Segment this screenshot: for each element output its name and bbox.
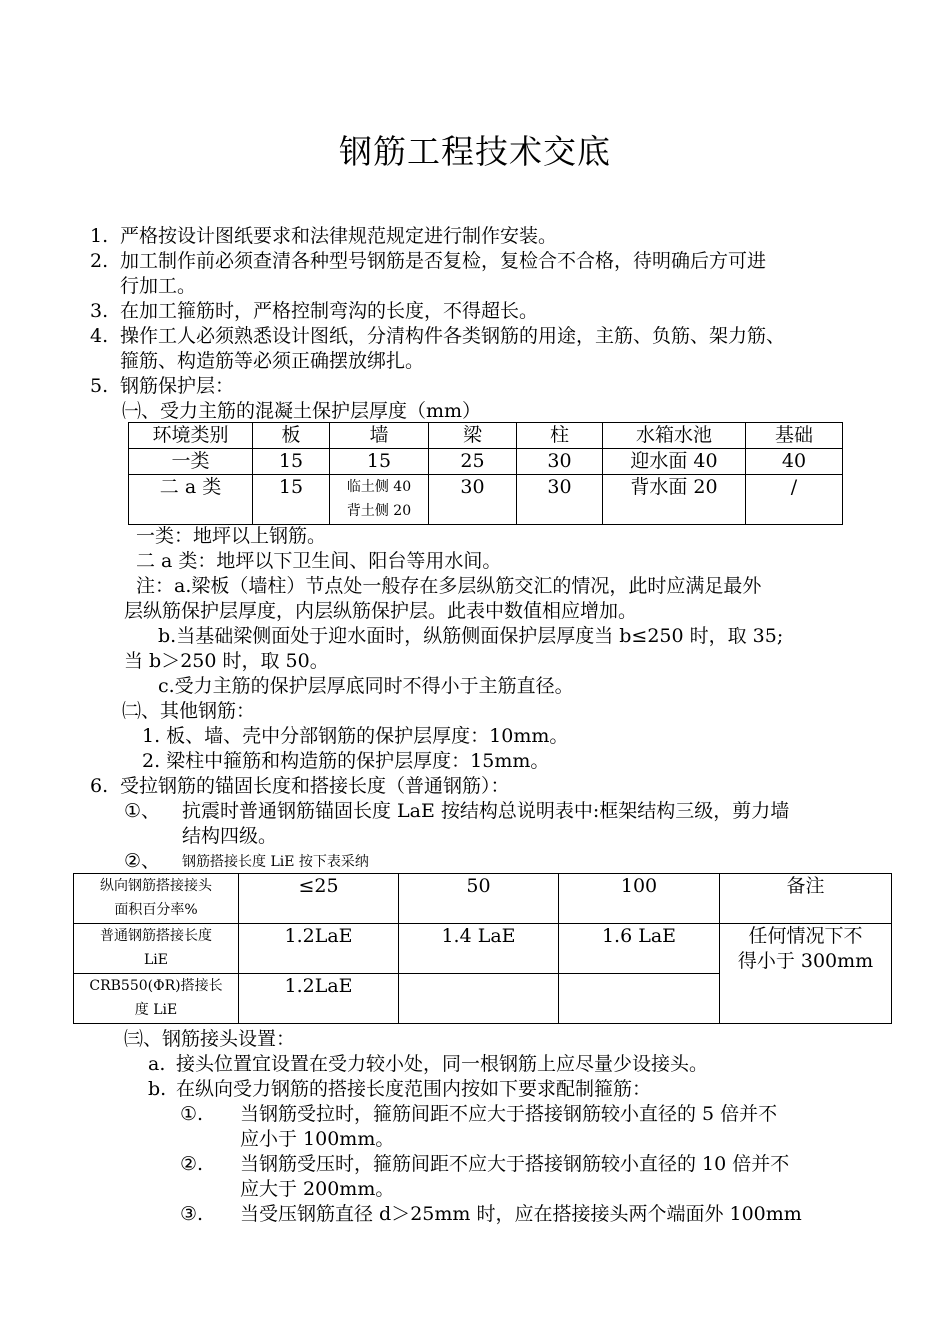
table-cell: 30 [429, 475, 517, 525]
sub-item-text: 钢筋搭接长度 LiE 按下表采纳 [182, 854, 369, 870]
table-header-cell: 基础 [746, 423, 843, 449]
cell-line: 临土侧 40 [346, 479, 412, 495]
sub-item-text: 在纵向受力钢筋的搭接长度范围内按如下要求配制箍筋： [176, 1078, 652, 1100]
table-header-cell: 墙 [330, 423, 429, 449]
table-cell [330, 475, 429, 525]
sub-item-mark: a. [148, 1053, 166, 1075]
item-text: 操作工人必须熟悉设计图纸，分清构件各类钢筋的用途，主筋、负筋、架力筋、 [120, 325, 786, 347]
cell-line: 得小于 300mm [737, 950, 874, 972]
table-header-row [129, 423, 843, 449]
table-header-cell: 备注 [720, 874, 892, 924]
item-text: 箍筋、构造筋等必须正确摆放绑扎。 [120, 350, 425, 372]
lap-length-table [73, 873, 892, 1024]
section-1-title: ㈠、受力主筋的混凝土保护层厚度（mm） [122, 400, 482, 422]
cell-line: LiE [144, 952, 168, 968]
item-text: 钢筋保护层： [120, 375, 235, 397]
table-cell [399, 974, 559, 1024]
table-header-cell: 板 [253, 423, 330, 449]
sub-item-mark: ①、 [124, 800, 161, 822]
sub-item-text: 当钢筋受拉时，箍筋间距不应大于搭接钢筋较小直径的 5 倍并不 [240, 1103, 778, 1125]
table-cell: / [746, 475, 843, 525]
remark-cell [720, 924, 892, 1024]
section-3-title: ㈢、钢筋接头设置： [124, 1028, 296, 1050]
cell-line: 度 LiE [134, 1002, 178, 1018]
table-cell: 1.4 LaE [399, 924, 559, 974]
table-cell: 背水面 20 [603, 475, 746, 525]
table-header-cell: 梁 [429, 423, 517, 449]
section-2-item: 2. 梁柱中箍筋和构造筋的保护层厚度：15mm。 [142, 750, 550, 772]
table-header-cell [74, 874, 239, 924]
table-header-cell: ≤25 [239, 874, 399, 924]
cell-line: 普通钢筋搭接长度 [100, 928, 212, 944]
note-line: c.受力主筋的保护层厚底同时不得小于主筋直径。 [158, 675, 574, 697]
sub-item-text: 当受压钢筋直径 d＞25mm 时，应在搭接接头两个端面外 100mm [240, 1203, 802, 1225]
note-line: 一类：地坪以上钢筋。 [136, 525, 327, 547]
table-cell [74, 974, 239, 1024]
note-line: 当 b＞250 时，取 50。 [124, 650, 329, 672]
table-header-cell: 水箱水池 [603, 423, 746, 449]
note-line: 层纵筋保护层厚度，内层纵筋保护层。此表中数值相应增加。 [124, 600, 638, 622]
note-line: 注：a.梁板（墙柱）节点处一般存在多层纵筋交汇的情况，此时应满足最外 [136, 575, 762, 597]
table-cell [559, 974, 720, 1024]
table-cell: 30 [517, 475, 603, 525]
table-row [129, 449, 843, 475]
table-cell: 迎水面 40 [603, 449, 746, 475]
cover-thickness-table [128, 422, 843, 525]
cell-line: 面积百分率% [114, 902, 198, 918]
section-2-title: ㈡、其他钢筋： [122, 700, 256, 722]
cell-line: 背土侧 20 [346, 503, 412, 519]
table-cell: 一类 [129, 449, 253, 475]
table-header-cell: 环境类别 [129, 423, 253, 449]
item-text: 严格按设计图纸要求和法律规范规定进行制作安装。 [120, 225, 558, 247]
table-cell: 30 [517, 449, 603, 475]
cell-line: 任何情况下不 [748, 925, 863, 947]
sub-item-mark: ③. [180, 1203, 204, 1225]
item-text: 在加工箍筋时，严格控制弯沟的长度，不得超长。 [120, 300, 539, 322]
sub-item-text: 应大于 200mm。 [240, 1178, 395, 1200]
table-header-row [74, 874, 892, 924]
table-cell: 1.6 LaE [559, 924, 720, 974]
cell-line: CRB550(ΦR)搭接长 [89, 978, 223, 994]
table-cell: 15 [253, 449, 330, 475]
table-row [129, 475, 843, 525]
page-title: 钢筋工程技术交底 [339, 132, 611, 171]
sub-item-text: 结构四级。 [182, 825, 278, 847]
item-number: 3. [90, 300, 109, 322]
item-text: 加工制作前必须查清各种型号钢筋是否复检，复检合不合格，待明确后方可进 [120, 250, 767, 272]
table-cell: 15 [253, 475, 330, 525]
item-text: 受拉钢筋的锚固长度和搭接长度（普通钢筋）： [120, 775, 510, 797]
item-number: 2. [90, 250, 109, 272]
table-header-cell: 柱 [517, 423, 603, 449]
item-number: 4. [90, 325, 109, 347]
note-line: 二 a 类：地坪以下卫生间、阳台等用水间。 [136, 550, 502, 572]
item-text: 行加工。 [120, 275, 197, 297]
sub-item-text: 应小于 100mm。 [240, 1128, 395, 1150]
sub-item-mark: ①. [180, 1103, 204, 1125]
cell-line: 纵向钢筋搭接接头 [100, 878, 212, 894]
table-cell: 二 a 类 [129, 475, 253, 525]
sub-item-text: 抗震时普通钢筋锚固长度 LaE 按结构总说明表中:框架结构三级，剪力墙 [182, 800, 790, 822]
table-row [74, 924, 892, 974]
section-2-item: 1. 板、墙、壳中分部钢筋的保护层厚度：10mm。 [142, 725, 569, 747]
table-cell: 1.2LaE [239, 974, 399, 1024]
sub-item-mark: ②. [180, 1153, 204, 1175]
sub-item-text: 接头位置宜设置在受力较小处，同一根钢筋上应尽量少设接头。 [176, 1053, 709, 1075]
note-line: b.当基础梁侧面处于迎水面时，纵筋侧面保护层厚度当 b≤250 时，取 35; [158, 625, 784, 647]
item-number: 6. [90, 775, 109, 797]
item-number: 5. [90, 375, 109, 397]
table-header-cell: 50 [399, 874, 559, 924]
table-cell: 1.2LaE [239, 924, 399, 974]
table-cell [74, 924, 239, 974]
item-number: 1. [90, 225, 109, 247]
table-header-cell: 100 [559, 874, 720, 924]
table-cell: 40 [746, 449, 843, 475]
table-cell: 15 [330, 449, 429, 475]
sub-item-mark: b. [148, 1078, 167, 1100]
table-cell: 25 [429, 449, 517, 475]
sub-item-text: 当钢筋受压时，箍筋间距不应大于搭接钢筋较小直径的 10 倍并不 [240, 1153, 790, 1175]
sub-item-mark: ②、 [124, 850, 161, 872]
